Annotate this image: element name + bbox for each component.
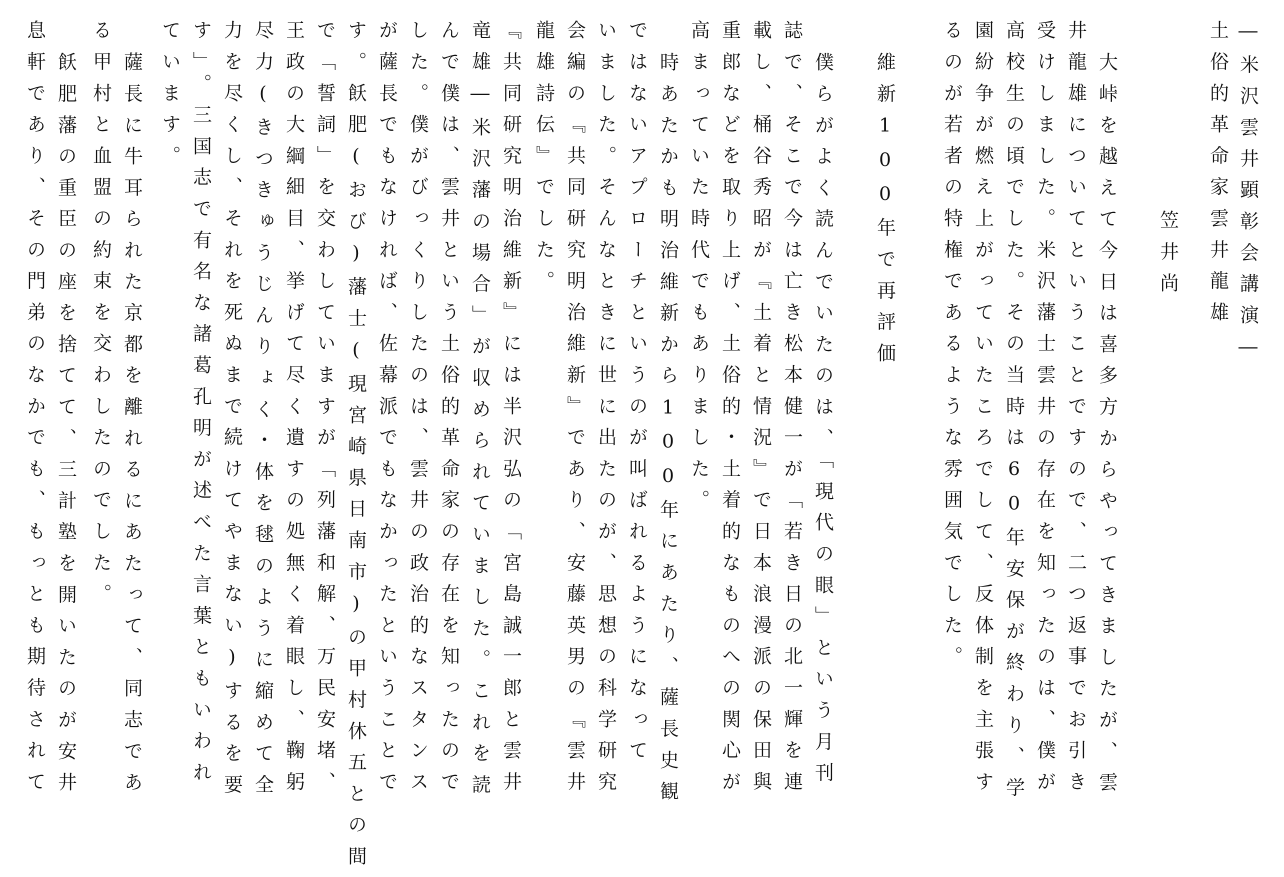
body-line: 載し、桶谷秀昭が『土着と情況』で日本浪漫派の保田與 <box>750 20 772 803</box>
body-line: で「誓詞」を交わしていますが「列藩和解、万民安堵、 <box>314 20 336 803</box>
title-line-1: ―米沢雲井顕彰会講演― <box>1237 20 1259 371</box>
body-line: 僕らがよく読んでいたのは、「現代の眼」という月刊 <box>812 52 834 794</box>
body-line: 時あたかも明治維新から100年にあたり、薩長史観 <box>657 52 679 813</box>
body-line: いました。そんなときに世に出たのが、思想の科学研究 <box>595 20 617 803</box>
body-line: ています。 <box>159 20 181 177</box>
body-line: が薩長でもなければ、佐幕派でもなかったということで <box>376 20 398 803</box>
body-line: 力を尽くし、それを死ぬまで続けてやまない)するを要 <box>221 20 243 806</box>
body-line: 誌で、そこで今は亡き松本健一が「若き日の北一輝を連 <box>781 20 803 803</box>
body-line: 息軒であり、その門弟のなかでも、もっとも期待されて <box>24 20 46 803</box>
body-line: ではないアプローチというのが叫ばれるようになって <box>626 20 648 772</box>
body-line: 大峠を越えて今日は喜多方からやってきましたが、雲 <box>1096 52 1118 804</box>
body-line: した。僕がびっくりしたのは、雲井の政治的なスタンス <box>407 20 429 803</box>
body-line: 会編の『共同研究明治維新』であり、安藤英男の『雲井 <box>564 20 586 803</box>
body-line: 薩長に牛耳られた京都を離れるにあたって、同志であ <box>121 52 143 804</box>
body-line: 高校生の頃でした。その当時は60年安保が終わり、学 <box>1003 20 1025 809</box>
body-line: 飫肥藩の重臣の座を捨てて、三計塾を開いたのが安井 <box>55 52 77 804</box>
section-heading: 維新100年で再評価 <box>874 52 896 374</box>
body-line: 龍雄詩伝』でした。 <box>533 20 555 302</box>
body-line: 重郎などを取り上げ、土俗的・土着的なものへの関心が <box>719 20 741 803</box>
body-line: 竜雄―米沢藩の場合」が収められていました。これを読 <box>469 20 491 806</box>
body-line: るのが若者の特権であるような雰囲気でした。 <box>941 20 963 678</box>
body-line: 『共同研究明治維新』には半沢弘の「宮島誠一郎と雲井 <box>500 20 522 803</box>
body-line: 受けしました。米沢藩士雲井の存在を知ったのは、僕が <box>1034 20 1056 803</box>
body-line: 井龍雄についてということですので、二つ返事でお引き <box>1065 20 1087 803</box>
body-line: んで僕は、雲井という土俗的革命家の存在を知ったので <box>438 20 460 803</box>
title-line-2: 土俗的革命家雲井龍雄 <box>1207 20 1229 333</box>
body-line: 高まっていた時代でもありました。 <box>688 20 710 521</box>
body-line: 園紛争が燃え上がっていたころでして、反体制を主張す <box>972 20 994 803</box>
author-name: 笠井尚 <box>1157 210 1179 304</box>
body-line: す」。三国志で有名な諸葛孔明が述べた言葉ともいわれ <box>190 20 212 793</box>
body-line: る甲村と血盟の約束を交わしたのでした。 <box>90 20 112 615</box>
body-line: 尽力(きつきゅうじんりょく・体を毬のように縮めて全 <box>252 20 274 806</box>
body-line: す。飫肥(おび)藩士(現宮崎県日南市)の甲村休五との間 <box>345 20 367 877</box>
body-line: 王政の大綱細目、挙げて尽く遺すの処無く着眼し、鞠躬 <box>283 20 305 803</box>
